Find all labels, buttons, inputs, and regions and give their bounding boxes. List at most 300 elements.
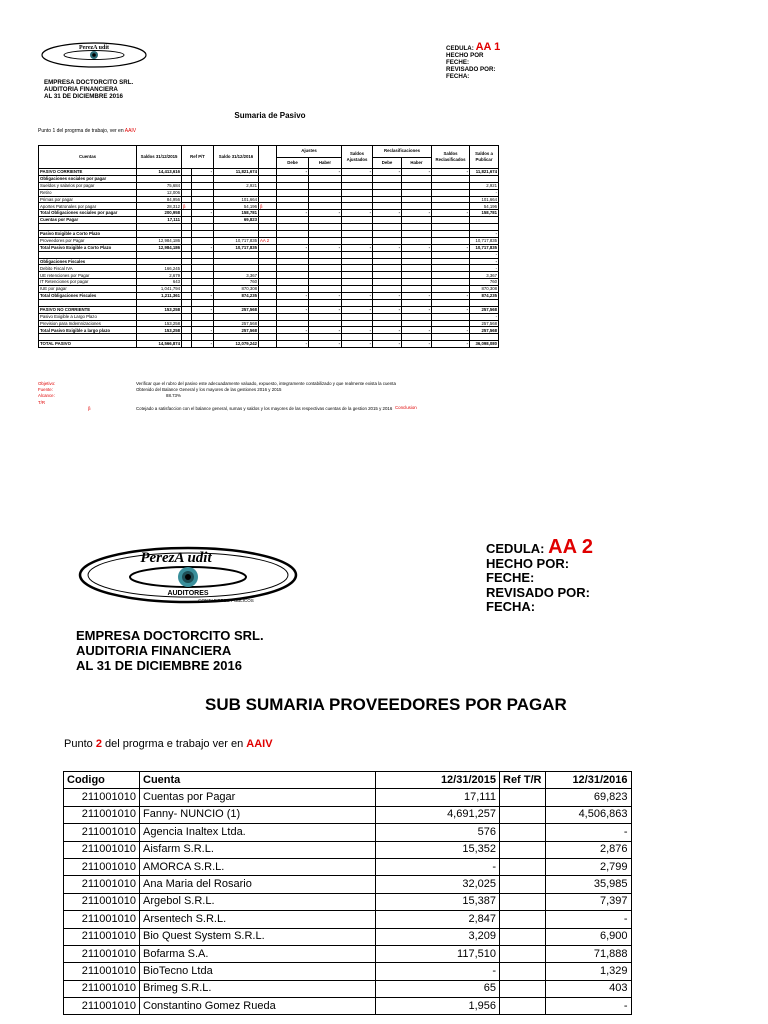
cell-adjustment	[342, 320, 373, 327]
cell-ref	[500, 980, 546, 997]
cell-2016: 6,900	[545, 928, 631, 945]
table-row	[39, 272, 499, 279]
cell-dash	[192, 320, 214, 327]
cell-saldo-2016	[214, 231, 259, 238]
cell-adjustment: -	[309, 341, 342, 348]
company-logo	[40, 42, 148, 68]
cell-saldo-2016: 2,921	[214, 182, 259, 189]
cell-cuenta	[39, 224, 137, 231]
page-title-2: SUB SUMARIA PROVEEDORES POR PAGAR	[205, 695, 567, 714]
note-label: T/R	[38, 399, 46, 405]
col-cuenta: Cuenta	[140, 772, 376, 789]
logo-text: PerezA udit	[140, 550, 212, 566]
cell-2015: 117,510	[376, 945, 500, 962]
cell-cuenta: Pasivo Exigible a Largo Plazo	[39, 313, 137, 320]
cell-adjustment: -	[277, 306, 309, 313]
cell-codigo: 211001010	[64, 980, 140, 997]
cell-mark	[259, 272, 277, 279]
table-row	[39, 169, 499, 176]
cell-adjustment	[402, 196, 432, 203]
cell-adjustment	[309, 286, 342, 293]
cell-adjustment	[432, 334, 470, 341]
cell-cuenta: IT Retenciones por pagar	[39, 279, 137, 286]
cedula-label: CEDULA:	[486, 541, 545, 556]
cell-cuenta: Brimeg S.R.L.	[140, 980, 376, 997]
cell-adjustment: -	[373, 341, 402, 348]
cell-adjustment	[402, 299, 432, 306]
cell-saldo-2016: 158,781	[214, 210, 259, 217]
cell-mark	[259, 231, 277, 238]
table-row	[39, 175, 499, 182]
notes-block	[38, 381, 508, 412]
cell-adjustment	[402, 224, 432, 231]
cell-cuenta: Argebol S.R.L.	[140, 893, 376, 910]
cell-mark	[259, 320, 277, 327]
cell-saldo-publicar: 158,781	[470, 210, 499, 217]
cell-saldo-2016: 870,308	[214, 286, 259, 293]
cedula-block	[446, 41, 501, 80]
cell-adjustment	[309, 320, 342, 327]
cell-2015: 576	[376, 824, 500, 841]
cell-ref	[182, 265, 192, 272]
cell-adjustment	[342, 258, 373, 265]
cell-mark	[259, 334, 277, 341]
cell-adjustment	[432, 272, 470, 279]
col-ajustes: Ajustes	[277, 146, 342, 158]
cell-adjustment	[342, 286, 373, 293]
hecho-por-label: HECHO POR	[446, 52, 484, 59]
cell-adjustment	[309, 231, 342, 238]
cell-adjustment	[277, 320, 309, 327]
cedula-block-2	[486, 536, 593, 615]
cell-cuenta: PASIVO NO CORRIENTE	[39, 306, 137, 313]
cell-cuenta: Total Obligaciones sociales por pagar	[39, 210, 137, 217]
fecha-label: FECHA:	[446, 73, 470, 80]
cell-saldo-publicar: 257,568	[470, 327, 499, 334]
cell-mark	[259, 210, 277, 217]
cell-adjustment: -	[402, 341, 432, 348]
cell-dash	[192, 334, 214, 341]
program-reference-text-2: del progrma e trabajo ver en	[101, 738, 247, 750]
cell-adjustment: -	[402, 306, 432, 313]
feche-label: FECHE:	[446, 59, 470, 66]
cell-adjustment	[342, 196, 373, 203]
cell-saldo-publicar	[470, 217, 499, 224]
cell-saldo-2015	[137, 175, 182, 182]
cell-mark: β	[259, 203, 277, 210]
cell-adjustment	[342, 299, 373, 306]
cell-ref	[182, 169, 192, 176]
cell-adjustment	[309, 182, 342, 189]
cell-adjustment	[402, 217, 432, 224]
cell-ref	[500, 893, 546, 910]
cell-mark	[259, 217, 277, 224]
cell-mark	[259, 244, 277, 251]
cell-2016: 35,985	[545, 876, 631, 893]
cell-adjustment	[309, 224, 342, 231]
col-2016: 12/31/2016	[545, 772, 631, 789]
revisado-por-label: REVISADO POR:	[446, 66, 496, 73]
beta-note: Cotejado a satisfaccion con el balance general, sumas y saldos y los mayores de las respectivas cuentas de la gestion 2015 y 2016	[136, 405, 393, 411]
cell-cuenta: Fanny- NUNCIO (1)	[140, 806, 376, 823]
cell-saldo-publicar: -	[470, 258, 499, 265]
cell-adjustment: -	[309, 244, 342, 251]
cell-cuenta: Bofarma S.A.	[140, 945, 376, 962]
cell-cuenta: Cuentas por Pagar	[140, 789, 376, 806]
cell-adjustment: -	[342, 210, 373, 217]
cell-adjustment: -	[432, 293, 470, 300]
cell-codigo: 211001010	[64, 928, 140, 945]
cell-mark	[259, 224, 277, 231]
cell-codigo: 211001010	[64, 806, 140, 823]
company-name: EMPRESA DOCTORCITO SRL.	[44, 79, 134, 86]
cell-adjustment	[373, 320, 402, 327]
cell-adjustment	[277, 224, 309, 231]
cell-mark	[259, 306, 277, 313]
program-reference	[38, 128, 136, 134]
cell-adjustment	[432, 175, 470, 182]
cell-saldo-2015: 14,413,616	[137, 169, 182, 176]
col-ref: Ref P/T	[182, 146, 214, 169]
cell-saldo-publicar: 760	[470, 279, 499, 286]
cell-adjustment	[309, 265, 342, 272]
cell-dash: -	[192, 244, 214, 251]
cell-ref	[182, 293, 192, 300]
cell-saldo-publicar: 2,921	[470, 182, 499, 189]
cell-adjustment	[342, 272, 373, 279]
cell-saldo-2016	[214, 175, 259, 182]
col-reclasificaciones: Reclasificaciones	[373, 146, 432, 158]
cell-ref	[182, 258, 192, 265]
cell-adjustment: -	[373, 244, 402, 251]
note-text: 88.73%	[166, 393, 181, 399]
cell-ref	[500, 945, 546, 962]
cell-saldo-publicar: -	[470, 189, 499, 196]
table-row	[39, 286, 499, 293]
cell-saldo-2015: 153,258	[137, 306, 182, 313]
cedula-label: CEDULA:	[446, 45, 474, 52]
cell-saldo-2016: 874,235	[214, 293, 259, 300]
cell-adjustment	[373, 175, 402, 182]
table-row	[64, 841, 632, 858]
cell-ref	[500, 998, 546, 1015]
program-reference-text: Punto 1 del progrma de trabajo, ver en	[38, 128, 125, 134]
cell-ref	[182, 286, 192, 293]
cell-adjustment	[432, 189, 470, 196]
feche-label: FECHE:	[486, 570, 535, 585]
cell-saldo-2015: 1,211,361	[137, 293, 182, 300]
cell-cuenta: Sueldos y salarios por pagar	[39, 182, 137, 189]
cell-dash	[192, 237, 214, 244]
cell-adjustment	[402, 320, 432, 327]
cell-adjustment: -	[373, 169, 402, 176]
table-row	[39, 293, 499, 300]
cell-dash	[192, 175, 214, 182]
cell-saldo-2016	[214, 224, 259, 231]
cell-adjustment	[309, 189, 342, 196]
cell-2016: 71,888	[545, 945, 631, 962]
cell-adjustment	[309, 258, 342, 265]
cell-adjustment	[402, 237, 432, 244]
cell-adjustment	[342, 279, 373, 286]
cell-adjustment	[432, 251, 470, 258]
cell-saldo-2015: 28,312	[137, 203, 182, 210]
cell-ref	[182, 196, 192, 203]
cell-adjustment	[277, 265, 309, 272]
cell-cuenta: Constantino Gomez Rueda	[140, 998, 376, 1015]
cell-mark	[259, 313, 277, 320]
cell-ref	[500, 963, 546, 980]
table-row	[64, 998, 632, 1015]
cell-adjustment	[402, 272, 432, 279]
cell-adjustment	[277, 279, 309, 286]
cell-ref	[182, 231, 192, 238]
cell-dash	[192, 203, 214, 210]
cell-adjustment	[402, 251, 432, 258]
cell-adjustment	[402, 258, 432, 265]
cell-saldo-2015: 2,679	[137, 272, 182, 279]
cell-dash	[192, 279, 214, 286]
program-reference-number: 2	[95, 738, 102, 750]
cell-adjustment	[373, 217, 402, 224]
cell-codigo: 211001010	[64, 945, 140, 962]
table-row	[64, 911, 632, 928]
cell-dash: -	[192, 293, 214, 300]
cell-adjustment: -	[342, 293, 373, 300]
cell-saldo-2015: 12,984,186	[137, 237, 182, 244]
cell-dash	[192, 196, 214, 203]
cell-adjustment	[373, 189, 402, 196]
logo-text: PerezA udit	[78, 45, 110, 51]
cell-cuenta: Proveedores por Pagar	[39, 237, 137, 244]
cell-saldo-publicar: 10,717,835	[470, 237, 499, 244]
cell-cuenta: Prevision para Indemnizaciones	[39, 320, 137, 327]
cedula-code: AA 1	[475, 41, 501, 53]
cell-saldo-2015: 17,111	[137, 217, 182, 224]
cell-adjustment	[432, 196, 470, 203]
table-row	[39, 313, 499, 320]
cell-cuenta	[39, 251, 137, 258]
cell-adjustment: -	[373, 327, 402, 334]
cell-adjustment	[402, 231, 432, 238]
note-label: Alcance:	[38, 393, 55, 399]
cell-adjustment	[309, 334, 342, 341]
table-row	[39, 196, 499, 203]
table-row	[39, 231, 499, 238]
cell-adjustment	[309, 203, 342, 210]
cell-2016: 4,506,863	[545, 806, 631, 823]
cell-adjustment	[432, 320, 470, 327]
cell-codigo: 211001010	[64, 824, 140, 841]
cell-dash	[192, 272, 214, 279]
cell-adjustment	[373, 299, 402, 306]
cell-adjustment: -	[373, 306, 402, 313]
cell-saldo-publicar	[470, 224, 499, 231]
cell-adjustment	[402, 189, 432, 196]
cell-adjustment	[373, 251, 402, 258]
cell-saldo-2015	[137, 299, 182, 306]
cell-saldo-publicar: 10,717,835	[470, 244, 499, 251]
cell-saldo-2016	[214, 251, 259, 258]
table-row	[64, 928, 632, 945]
cell-adjustment: -	[309, 293, 342, 300]
cell-adjustment: -	[277, 244, 309, 251]
cell-adjustment: -	[432, 306, 470, 313]
cell-adjustment	[277, 182, 309, 189]
cell-adjustment: -	[309, 169, 342, 176]
cell-ref	[182, 210, 192, 217]
program-reference-link[interactable]: AAIV	[124, 128, 137, 134]
cell-saldo-2016: 10,717,835	[214, 237, 259, 244]
cell-adjustment	[373, 334, 402, 341]
table-row	[64, 893, 632, 910]
cell-saldo-2015: 643	[137, 279, 182, 286]
cell-adjustment	[373, 237, 402, 244]
cell-adjustment	[373, 258, 402, 265]
cell-saldo-2016	[214, 334, 259, 341]
cell-saldo-2016: 11,821,674	[214, 169, 259, 176]
table-row	[39, 244, 499, 251]
cell-adjustment: -	[402, 327, 432, 334]
cell-adjustment	[432, 217, 470, 224]
cell-mark	[259, 251, 277, 258]
beta-mark: β	[88, 405, 91, 411]
company-logo-large	[76, 545, 301, 605]
cell-adjustment	[342, 231, 373, 238]
cell-adjustment: -	[277, 293, 309, 300]
cell-saldo-2016	[214, 313, 259, 320]
logo-subtext: AUDITORES	[167, 590, 209, 597]
cell-cuenta: PASIVO CORRIENTE	[39, 169, 137, 176]
cell-codigo: 211001010	[64, 963, 140, 980]
cell-dash	[192, 217, 214, 224]
cell-saldo-2016	[214, 299, 259, 306]
cell-saldo-2015: 14,566,874	[137, 341, 182, 348]
cell-saldo-publicar	[470, 299, 499, 306]
cell-mark	[259, 196, 277, 203]
cell-saldo-publicar: 257,568	[470, 320, 499, 327]
cell-saldo-2015: 75,684	[137, 182, 182, 189]
cell-ref	[182, 313, 192, 320]
cell-cuenta: Retiro	[39, 189, 137, 196]
cell-adjustment	[277, 334, 309, 341]
cell-dash: -	[192, 341, 214, 348]
cell-ref	[182, 306, 192, 313]
cell-adjustment	[432, 279, 470, 286]
cell-mark	[259, 258, 277, 265]
table-row	[39, 299, 499, 306]
cell-adjustment: -	[277, 210, 309, 217]
cell-adjustment	[432, 265, 470, 272]
cell-saldo-2015: 12,006	[137, 189, 182, 196]
cell-adjustment	[342, 334, 373, 341]
cell-2015: 4,691,257	[376, 806, 500, 823]
cell-adjustment	[432, 231, 470, 238]
cell-cuenta: IUE por pagar	[39, 286, 137, 293]
note-text: Verificar que el rubro del pasivo este adecuadamente valuado, expuesto, integramente contabilizado y que realmente exista la cuenta	[136, 381, 396, 386]
cell-adjustment	[309, 251, 342, 258]
cell-mark	[259, 327, 277, 334]
cell-cuenta: Bio Quest System S.R.L.	[140, 928, 376, 945]
cell-dash: -	[192, 169, 214, 176]
cell-saldo-2015: 12,984,186	[137, 244, 182, 251]
cell-cuenta: Arsentech S.R.L.	[140, 911, 376, 928]
col-codigo: Codigo	[64, 772, 140, 789]
company-name: EMPRESA DOCTORCITO SRL.	[76, 628, 264, 643]
cell-cuenta: Obligaciones sociales por pagar	[39, 175, 137, 182]
cell-codigo: 211001010	[64, 789, 140, 806]
cell-2015: -	[376, 963, 500, 980]
table-row	[64, 789, 632, 806]
program-reference-text: Punto	[64, 738, 96, 750]
cell-ref	[500, 911, 546, 928]
cell-ref	[182, 189, 192, 196]
cell-ref	[182, 224, 192, 231]
cell-codigo: 211001010	[64, 858, 140, 875]
cell-adjustment	[402, 175, 432, 182]
cell-2016: 2,799	[545, 858, 631, 875]
table-row	[64, 858, 632, 875]
cell-saldo-publicar: 870,308	[470, 286, 499, 293]
cell-mark	[259, 169, 277, 176]
col-2015: 12/31/2015	[376, 772, 500, 789]
cell-adjustment	[373, 196, 402, 203]
col-reclas-haber: Haber	[402, 157, 432, 169]
cell-adjustment	[432, 237, 470, 244]
logo-subtext-2: CONTADORES PUBLICOS	[198, 598, 254, 603]
cell-saldo-publicar: -	[470, 265, 499, 272]
col-blank	[259, 146, 277, 169]
cell-saldo-publicar: 257,568	[470, 306, 499, 313]
cell-saldo-2016: 12,079,242	[214, 341, 259, 348]
proveedores-table	[63, 771, 632, 1015]
cell-cuenta	[39, 299, 137, 306]
audit-type: AUDITORIA FINANCIERA	[44, 86, 118, 93]
table-row	[64, 824, 632, 841]
table-row	[39, 203, 499, 210]
cell-ref	[500, 824, 546, 841]
cell-2015: 2,847	[376, 911, 500, 928]
table-row	[64, 945, 632, 962]
table-row	[39, 327, 499, 334]
cell-dash	[192, 224, 214, 231]
cell-adjustment	[277, 203, 309, 210]
col-saldos-2015: Saldos 31/12/2015	[137, 146, 182, 169]
cell-2015: 15,387	[376, 893, 500, 910]
cell-adjustment	[373, 231, 402, 238]
program-reference-link[interactable]: AAIV	[246, 738, 273, 750]
table-row	[39, 189, 499, 196]
cell-adjustment	[373, 279, 402, 286]
cell-dash: -	[192, 210, 214, 217]
cell-ref	[182, 182, 192, 189]
cell-2016: 1,329	[545, 963, 631, 980]
cell-adjustment	[373, 272, 402, 279]
cell-saldo-publicar: 54,196	[470, 203, 499, 210]
cell-saldo-2016: 257,568	[214, 306, 259, 313]
cell-mark	[259, 286, 277, 293]
cell-dash: -	[192, 306, 214, 313]
cell-saldo-publicar: 3,367	[470, 272, 499, 279]
cell-mark	[259, 175, 277, 182]
cell-dash	[192, 189, 214, 196]
table-row	[39, 306, 499, 313]
cell-adjustment	[402, 286, 432, 293]
cell-mark	[259, 299, 277, 306]
cell-saldo-publicar	[470, 334, 499, 341]
cell-cuenta	[39, 334, 137, 341]
cell-cuenta: Total Pasivo Exigible a Corto Plazo	[39, 244, 137, 251]
